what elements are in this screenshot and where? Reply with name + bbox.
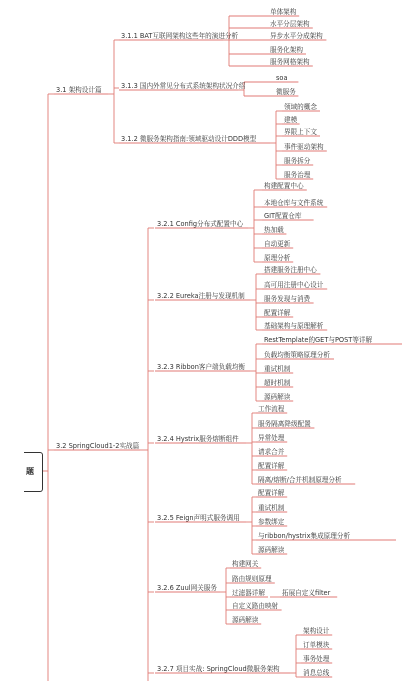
- leaf-node-b324-2[interactable]: 异常处理: [258, 434, 285, 442]
- leaf-node-b324-0[interactable]: 工作流程: [258, 405, 285, 413]
- leaf-node-b326-2[interactable]: 过滤器详解: [232, 589, 265, 597]
- subleaf-node-b326[interactable]: 拓展自定义filter: [282, 589, 331, 597]
- leaf-node-b327-2[interactable]: 事务处理: [303, 655, 330, 663]
- leaf-node-b312-1[interactable]: 建模: [284, 116, 298, 124]
- leaf-node-b323-0[interactable]: RestTemplate的GET与POST等详解: [264, 336, 373, 344]
- leaf-node-b326-3[interactable]: 自定义路由映射: [232, 602, 279, 610]
- leaf-node-b324-5[interactable]: 隔离/熔断/合并机制原理分析: [258, 476, 342, 484]
- root-node-label: 题: [26, 467, 34, 476]
- leaf-node-b322-3[interactable]: 配置详解: [264, 309, 291, 317]
- leaf-node-b312-2[interactable]: 界限上下文: [284, 128, 317, 136]
- leaf-node-b321-5[interactable]: 原理分析: [264, 254, 291, 262]
- leaf-node-b326-4[interactable]: 源码解读: [232, 616, 259, 624]
- topic-node-b311[interactable]: 3.1.1 BAT互联网架构这些年的演进分析: [121, 32, 239, 40]
- topic-node-b321[interactable]: 3.2.1 Config分布式配置中心: [157, 220, 244, 228]
- leaf-node-b311-2[interactable]: 异步水平分成架构: [270, 32, 323, 40]
- topic-node-b323[interactable]: 3.2.3 Ribbon客户端负载均衡: [157, 363, 246, 371]
- leaf-node-b324-1[interactable]: 服务隔离降级配置: [258, 420, 311, 428]
- leaf-node-b311-0[interactable]: 单体架构: [270, 8, 297, 16]
- topic-node-b313[interactable]: 3.1.3 国内外常见分布式系统架构状况介绍: [121, 82, 246, 90]
- leaf-node-b311-1[interactable]: 水平分层架构: [270, 20, 310, 28]
- leaf-node-b321-2[interactable]: GIT配置仓库: [264, 212, 302, 220]
- leaf-node-b312-5[interactable]: 服务治理: [284, 171, 311, 179]
- topic-node-b324[interactable]: 3.2.4 Hystrix服务熔断组件: [157, 435, 239, 443]
- leaf-node-b312-4[interactable]: 服务拆分: [284, 157, 311, 165]
- topic-node-b325[interactable]: 3.2.5 Feign声明式服务调用: [157, 514, 240, 522]
- leaf-node-b325-2[interactable]: 参数绑定: [258, 518, 285, 526]
- leaf-node-b312-0[interactable]: 领域的概念: [284, 103, 317, 111]
- branch-node-b31[interactable]: 3.1 架构设计篇: [56, 86, 102, 94]
- leaf-node-b321-4[interactable]: 自动更新: [264, 240, 291, 248]
- leaf-node-b324-3[interactable]: 请求合并: [258, 448, 285, 456]
- leaf-node-b321-1[interactable]: 本地仓库与文件系统: [264, 199, 324, 207]
- leaf-node-b327-3[interactable]: 消息总线: [303, 669, 330, 677]
- leaf-node-b326-0[interactable]: 构建网关: [232, 560, 259, 568]
- topic-node-b312[interactable]: 3.1.2 微服务架构指南:领域驱动设计DDD模型: [121, 135, 257, 143]
- topic-node-b322[interactable]: 3.2.2 Eureka注册与发现机制: [157, 292, 245, 300]
- leaf-node-b313-1[interactable]: 微服务: [276, 88, 296, 96]
- leaf-node-b322-1[interactable]: 高可用注册中心设计: [264, 281, 324, 289]
- leaf-node-b324-4[interactable]: 配置详解: [258, 462, 285, 470]
- topic-node-b327[interactable]: 3.2.7 项目实战: SpringCloud微服务架构: [157, 665, 280, 673]
- leaf-node-b313-0[interactable]: soa: [276, 74, 288, 82]
- leaf-node-b321-3[interactable]: 热加载: [264, 226, 284, 234]
- leaf-node-b325-1[interactable]: 重试机制: [258, 504, 285, 512]
- leaf-node-b312-3[interactable]: 事件驱动架构: [284, 143, 324, 151]
- leaf-node-b327-0[interactable]: 架构设计: [303, 627, 330, 635]
- leaf-node-b323-2[interactable]: 重试机制: [264, 365, 291, 373]
- leaf-node-b311-4[interactable]: 服务网格架构: [270, 58, 310, 66]
- leaf-node-b323-1[interactable]: 负载均衡策略原理分析: [264, 351, 330, 359]
- leaf-node-b326-1[interactable]: 路由规则原理: [232, 575, 272, 583]
- leaf-node-b322-4[interactable]: 基础架构与原理解析: [264, 322, 324, 330]
- leaf-node-b325-4[interactable]: 源码解读: [258, 546, 285, 554]
- leaf-node-b325-3[interactable]: 与ribbon/hystrix集成原理分析: [258, 532, 351, 540]
- leaf-node-b322-0[interactable]: 搭建服务注册中心: [264, 266, 317, 274]
- topic-node-b326[interactable]: 3.2.6 Zuul网关服务: [157, 584, 217, 592]
- leaf-node-b323-4[interactable]: 源码解读: [264, 393, 291, 401]
- leaf-node-b325-0[interactable]: 配置详解: [258, 489, 285, 497]
- leaf-node-b311-3[interactable]: 服务化架构: [270, 46, 303, 54]
- branch-node-b32[interactable]: 3.2 SpringCloud1-2实战篇: [56, 442, 140, 450]
- leaf-node-b327-1[interactable]: 订单模块: [303, 641, 330, 649]
- leaf-node-b321-0[interactable]: 构建配置中心: [264, 182, 304, 190]
- leaf-node-b322-2[interactable]: 服务发现与消费: [264, 295, 311, 303]
- leaf-node-b323-3[interactable]: 超时机制: [264, 379, 291, 387]
